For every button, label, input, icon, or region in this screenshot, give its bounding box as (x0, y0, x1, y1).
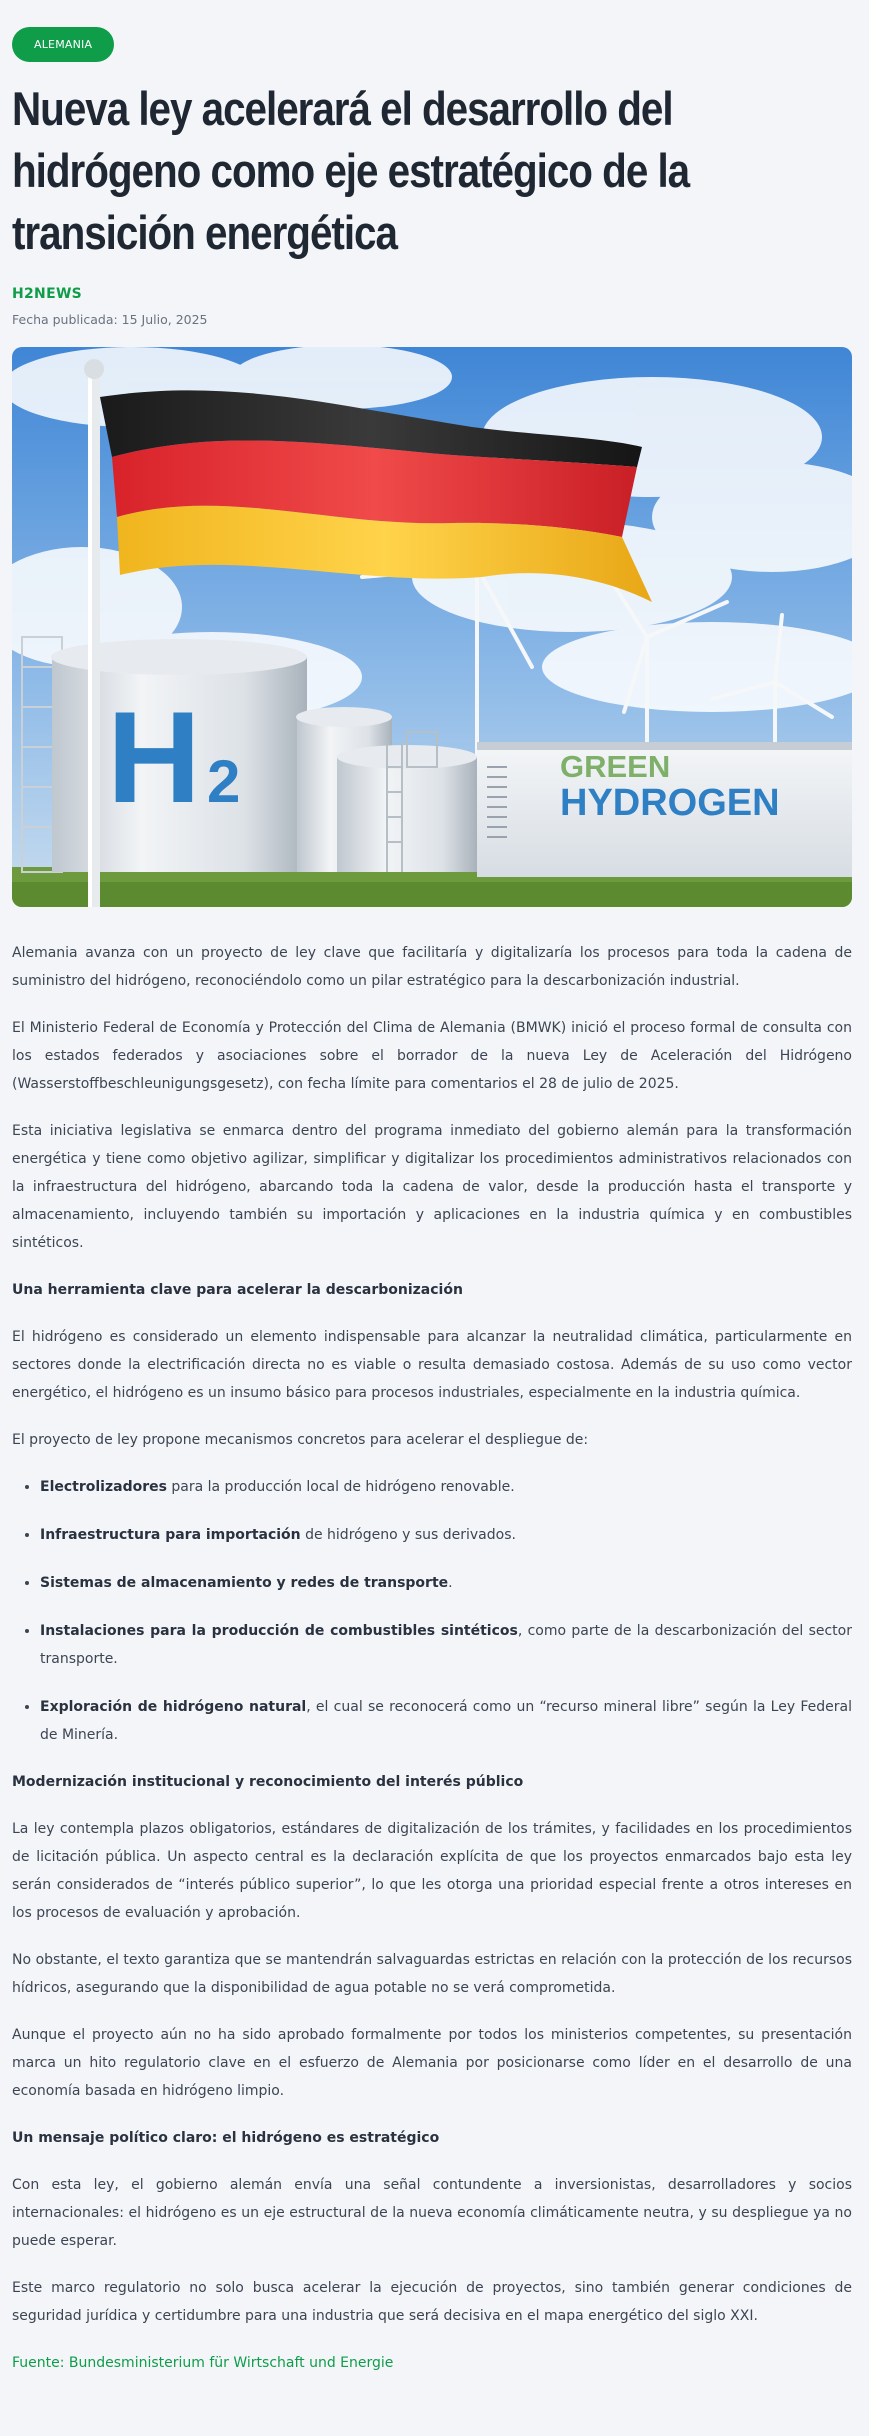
paragraph: No obstante, el texto garantiza que se mantendrán salvaguardas estrictas en relación con la protección de los recursos hídricos, asegurando que la disponibilidad de agua potable no se verá comprometida. (12, 1952, 852, 1996)
bullet-list (12, 1473, 852, 1749)
list-item-bold: Exploración de hidrógeno natural (40, 1699, 307, 1715)
hero-green-label: GREEN (560, 749, 671, 784)
paragraph: Aunque el proyecto aún no ha sido aprobado formalmente por todos los ministerios competentes, su presentación marca un hito regulatorio clave en el esfuerzo de Alemania por posicionarse como líder en el desarrollo de una economía basada en hidrógeno limpio. (12, 2027, 852, 2099)
list-item (40, 1617, 852, 1673)
paragraph: La ley contempla plazos obligatorios, estándares de digitalización de los trámites, y facilidades en los procedimientos de licitación pública. Un aspecto central es la declaración explícita de que los proyectos enmarcados bajo esta ley serán considerados de “interés público superior”, lo que les otorga una prioridad especial frente a otros intereses en los procesos de evaluación y aprobación. (12, 1821, 852, 1921)
list-item-text: . (448, 1575, 453, 1591)
paragraph: El Ministerio Federal de Economía y Protección del Clima de Alemania (BMWK) inició el proceso formal de consulta con los estados federados y asociaciones sobre el borrador de la nueva Ley de Aceleración del Hidrógeno (Wasserstoffbeschleunigungsgesetz), con fecha límite para comentarios el 28 de julio de 2025. (12, 1020, 852, 1092)
list-item-bold: Instalaciones para la producción de combustibles sintéticos (40, 1623, 518, 1639)
category-tag[interactable]: ALEMANIA (12, 27, 114, 62)
section-heading: Modernización institucional y reconocimiento del interés público (12, 1774, 524, 1790)
list-item-bold: Infraestructura para importación (40, 1527, 301, 1543)
paragraph: El hidrógeno es considerado un elemento indispensable para alcanzar la neutralidad climática, particularmente en sectores donde la electrificación directa no es viable o resulta demasiado costosa. Además de su uso como vector energético, el hidrógeno es un insumo básico para procesos industriales, especialmente en la industria química. (12, 1329, 852, 1401)
hero-hydrogen-label: HYDROGEN (560, 782, 780, 824)
source-line (12, 2349, 852, 2377)
paragraph: Con esta ley, el gobierno alemán envía una señal contundente a inversionistas, desarrolladores y socios internacionales: el hidrógeno es un eje estructural de la nueva economía climáticamente neutra, y su despliegue ya no puede esperar. (12, 2177, 852, 2249)
list-item-bold: Sistemas de almacenamiento y redes de transporte (40, 1575, 449, 1591)
list-item-text: para la producción local de hidrógeno renovable. (166, 1479, 515, 1495)
section-heading: Un mensaje político claro: el hidrógeno es estratégico (12, 2130, 440, 2146)
list-item (40, 1521, 852, 1549)
list-item (40, 1693, 852, 1749)
list-item (40, 1473, 852, 1501)
paragraph: Esta iniciativa legislativa se enmarca dentro del programa inmediato del gobierno alemán para la transformación energética y tiene como objetivo agilizar, simplificar y digitalizar los procedimientos administrativos relacionados con la infraestructura del hidrógeno, abarcando toda la cadena de valor, desde la producción hasta el transporte y almacenamiento, incluyendo también su importación y aplicaciones en la industria química y en combustibles sintéticos. (12, 1123, 852, 1251)
source-name[interactable]: H2NEWS (12, 286, 83, 302)
list-item-bold: Electrolizadores (40, 1479, 167, 1495)
hero-2-subscript: 2 (207, 748, 241, 815)
hero-image (12, 347, 852, 907)
list-item-text: , el cual se reconocerá como un “recurso mineral libre” según la Ley Federal de Minería. (40, 1699, 852, 1743)
article-title: Nueva ley acelerará el desarrollo del hidrógeno como eje estratégico de la transición energética (12, 82, 690, 259)
source-link[interactable]: Fuente: Bundesministerium für Wirtschaft und Energie (12, 2355, 394, 2371)
list-item-text: de hidrógeno y sus derivados. (300, 1527, 516, 1543)
article-body (12, 939, 852, 2377)
paragraph: Alemania avanza con un proyecto de ley clave que facilitaría y digitalizaría los procesos para toda la cadena de suministro del hidrógeno, reconociéndolo como un pilar estratégico para la descarbonización industrial. (12, 945, 852, 989)
hero-h-letter: H (107, 684, 201, 830)
list-item-text: , como parte de la descarbonización del sector transporte. (40, 1623, 852, 1667)
list-item (40, 1569, 852, 1597)
paragraph: Este marco regulatorio no solo busca acelerar la ejecución de proyectos, sino también generar condiciones de seguridad jurídica y certidumbre para una industria que será decisiva en el mapa energético del siglo XXI. (12, 2280, 852, 2324)
published-date: Fecha publicada: 15 Julio, 2025 (12, 312, 208, 327)
section-heading: Una herramienta clave para acelerar la descarbonización (12, 1282, 463, 1298)
paragraph: El proyecto de ley propone mecanismos concretos para acelerar el despliegue de: (12, 1432, 589, 1448)
